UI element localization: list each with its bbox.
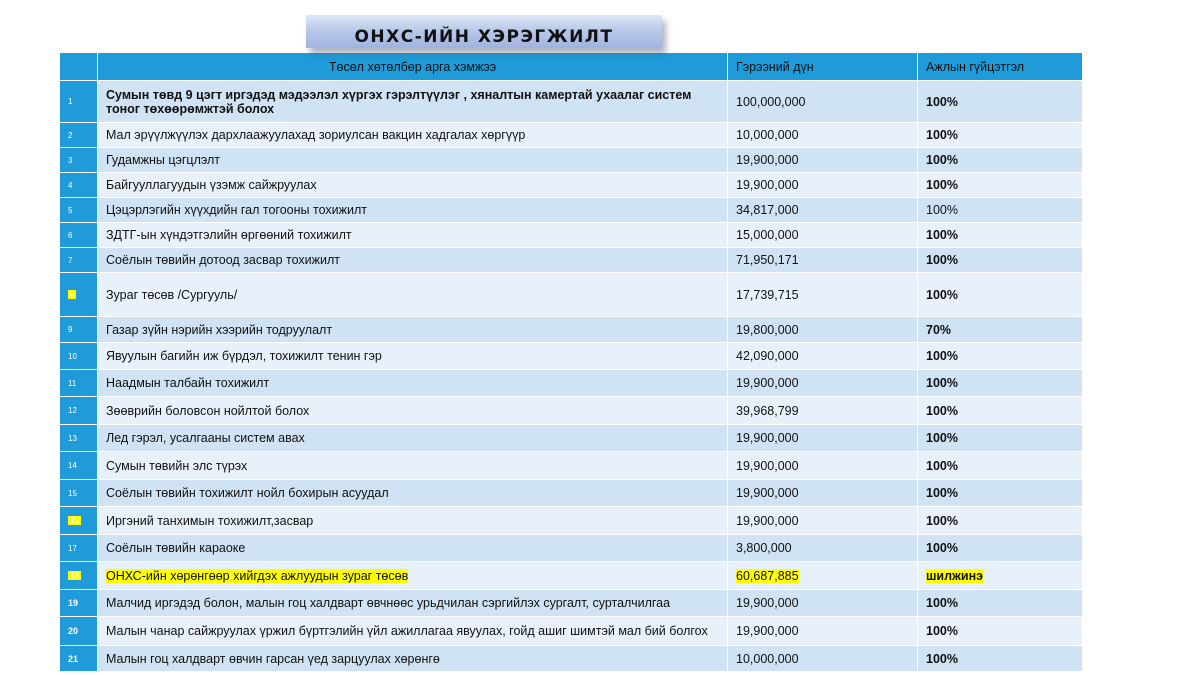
row-project: Сумын төвийн элс түрэх: [98, 452, 728, 480]
row-number: 19: [60, 590, 98, 617]
row-amount: 19,900,000: [728, 617, 918, 646]
row-project: ЗДТГ-ын хүндэтгэлийн өргөөний тохижилт: [98, 223, 728, 248]
row-number: [60, 273, 98, 317]
row-project: Соёлын төвийн тохижилт нойл бохирын асуудал: [98, 480, 728, 507]
row-project: Зөөврийн боловсон нойлтой болох: [98, 397, 728, 425]
row-amount: 10,000,000: [728, 123, 918, 148]
row-progress: 100%: [918, 507, 1083, 535]
row-project: Сумын төвд 9 цэгт иргэдэд мэдээлэл хүргэх гэрэлтүүлэг , хяналтын камертай ухаалаг систем тоног төхөөрөмжтэй болох: [98, 81, 728, 123]
row-project: Мал эрүүлжүүлэх дархлаажуулахад зориулсан вакцин хадгалах хөргүүр: [98, 123, 728, 148]
table-row: [60, 480, 1083, 507]
row-amount: 19,800,000: [728, 317, 918, 343]
row-project: Цэцэрлэгийн хүүхдийн гал тогооны тохижилт: [98, 198, 728, 223]
row-number: 11: [60, 370, 98, 397]
projects-table: [59, 52, 1083, 672]
row-number: [60, 562, 98, 590]
row-project: Малын чанар сайжруулах үржил бүртгэлийн үйл ажиллагаа явуулах, гойд ашиг шимтэй мал бий болгох: [98, 617, 728, 646]
row-amount: 34,817,000: [728, 198, 918, 223]
row-progress: [918, 562, 1083, 590]
table-row: [60, 562, 1083, 590]
row-number: 21: [60, 646, 98, 672]
header-num: [60, 53, 98, 81]
row-amount: 17,739,715: [728, 273, 918, 317]
table-row: [60, 646, 1083, 672]
row-progress: 100%: [918, 397, 1083, 425]
row-number: [60, 507, 98, 535]
row-progress: 100%: [918, 370, 1083, 397]
row-progress: 70%: [918, 317, 1083, 343]
table-row: [60, 81, 1083, 123]
row-number: 5: [60, 198, 98, 223]
row-project: [98, 562, 728, 590]
table-row: [60, 425, 1083, 452]
table-row: [60, 397, 1083, 425]
row-project: Соёлын төвийн караоке: [98, 535, 728, 562]
row-amount: 19,900,000: [728, 370, 918, 397]
row-amount: 19,900,000: [728, 590, 918, 617]
row-number: 13: [60, 425, 98, 452]
row-project: Иргэний танхимын тохижилт,засвар: [98, 507, 728, 535]
row-number-highlight: 18: [70, 571, 79, 580]
row-amount: 3,800,000: [728, 535, 918, 562]
row-project: Соёлын төвийн дотоод засвар тохижилт: [98, 248, 728, 273]
row-progress: 100%: [918, 425, 1083, 452]
row-amount: 19,900,000: [728, 148, 918, 173]
table-row: [60, 343, 1083, 370]
table-row: [60, 273, 1083, 317]
row-amount: 42,090,000: [728, 343, 918, 370]
row-project: Зураг төсөв /Сургууль/: [98, 273, 728, 317]
table-row: [60, 452, 1083, 480]
table-row: [60, 590, 1083, 617]
row-progress: 100%: [918, 343, 1083, 370]
row-number: 9: [60, 317, 98, 343]
row-number-highlight: 8: [70, 290, 75, 299]
table-row: [60, 148, 1083, 173]
row-progress: 100%: [918, 148, 1083, 173]
row-amount: 19,900,000: [728, 173, 918, 198]
row-progress: 100%: [918, 273, 1083, 317]
row-amount: 19,900,000: [728, 507, 918, 535]
row-number: 20: [60, 617, 98, 646]
table-row: [60, 223, 1083, 248]
row-amount: 71,950,171: [728, 248, 918, 273]
row-number: 12: [60, 397, 98, 425]
table-header-row: [60, 53, 1083, 81]
header-progress: Ажлын гүйцэтгэл: [918, 53, 1083, 81]
row-project: Лед гэрэл, усалгааны систем авах: [98, 425, 728, 452]
row-progress: 100%: [918, 535, 1083, 562]
row-number: 1: [60, 81, 98, 123]
table-row: [60, 173, 1083, 198]
row-number: 14: [60, 452, 98, 480]
table-row: [60, 535, 1083, 562]
row-amount: 10,000,000: [728, 646, 918, 672]
row-progress: 100%: [918, 173, 1083, 198]
row-amount: 19,900,000: [728, 452, 918, 480]
row-number: 2: [60, 123, 98, 148]
row-number: 7: [60, 248, 98, 273]
row-project: Байгууллагуудын үзэмж сайжруулах: [98, 173, 728, 198]
row-amount: [728, 562, 918, 590]
row-project-highlight: ОНХС-ийн хөрөнгөөр хийгдэх ажлуудын зураг төсөв: [106, 568, 409, 583]
row-project: Газар зүйн нэрийн хээрийн тодруулалт: [98, 317, 728, 343]
row-number: 15: [60, 480, 98, 507]
row-number: 3: [60, 148, 98, 173]
row-project: Явуулын багийн иж бүрдэл, тохижилт тенин гэр: [98, 343, 728, 370]
row-progress: 100%: [918, 223, 1083, 248]
row-progress: 100%: [918, 646, 1083, 672]
row-number-highlight: 16: [70, 516, 79, 525]
row-project: Гудамжны цэгцлэлт: [98, 148, 728, 173]
row-amount: 19,900,000: [728, 480, 918, 507]
row-progress: 100%: [918, 81, 1083, 123]
row-project: Малын гоц халдварт өвчин гарсан үед зарцуулах хөрөнгө: [98, 646, 728, 672]
row-project: Наадмын талбайн тохижилт: [98, 370, 728, 397]
row-progress: 100%: [918, 248, 1083, 273]
row-progress: 100%: [918, 590, 1083, 617]
row-number: 4: [60, 173, 98, 198]
page-title: ОНХС-ИЙН ХЭРЭГЖИЛТ: [354, 27, 614, 47]
row-progress: 100%: [918, 480, 1083, 507]
row-progress-highlight: шилжинэ: [926, 568, 984, 583]
row-number: 10: [60, 343, 98, 370]
row-progress: 100%: [918, 123, 1083, 148]
row-progress: 100%: [918, 617, 1083, 646]
row-amount: 19,900,000: [728, 425, 918, 452]
table-row: [60, 370, 1083, 397]
table-row: [60, 198, 1083, 223]
table-row: [60, 123, 1083, 148]
row-progress: 100%: [918, 452, 1083, 480]
row-amount: 100,000,000: [728, 81, 918, 123]
title-banner: [306, 15, 662, 48]
table-row: [60, 617, 1083, 646]
row-amount: 15,000,000: [728, 223, 918, 248]
row-progress: 100%: [918, 198, 1083, 223]
table-row: [60, 248, 1083, 273]
row-amount-highlight: 60,687,885: [736, 568, 799, 583]
row-number: 17: [60, 535, 98, 562]
row-project: Малчид иргэдэд болон, малын гоц халдварт өвчнөөс урьдчилан сэргийлэх сургалт, сурталчилгаа: [98, 590, 728, 617]
row-number: 6: [60, 223, 98, 248]
header-project: Төсөл хөтөлбөр арга хэмжээ: [98, 53, 728, 81]
header-contract-amount: Гэрээний дүн: [728, 53, 918, 81]
table-row: [60, 507, 1083, 535]
row-amount: 39,968,799: [728, 397, 918, 425]
table-row: [60, 317, 1083, 343]
